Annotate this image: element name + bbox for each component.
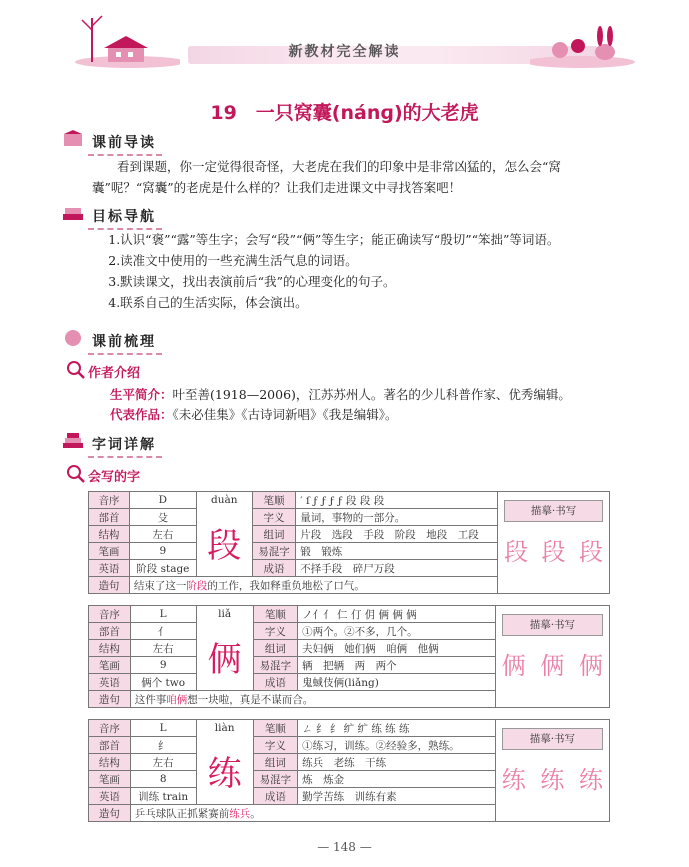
chars-0-char: 段 xyxy=(579,538,603,566)
hand-icon xyxy=(62,327,84,347)
section-review xyxy=(88,331,162,355)
labels-radical: 部首 xyxy=(89,737,131,754)
chars-0-structure: 左右 xyxy=(129,526,196,543)
labels-idiom: 成语 xyxy=(253,674,297,691)
chars-1-confuse: 辆 把辆 两 两个 xyxy=(298,657,496,674)
sections-words: 字词详解 xyxy=(88,434,162,458)
chars-2-strokes: 8 xyxy=(130,771,196,788)
author-works_label: 代表作品： xyxy=(110,407,173,422)
goal-item: 2.读准文中使用的一些充满生活气息的词语。 xyxy=(108,253,358,268)
trace-area xyxy=(498,492,610,594)
magnifier-icon xyxy=(66,464,86,484)
char-card xyxy=(88,605,610,708)
goal-item: 4.联系自己的生活实际，体会演出。 xyxy=(108,295,308,310)
goals-list xyxy=(92,229,612,313)
chars-1-char: 俩 xyxy=(579,652,603,680)
chars-0-meaning: 量词，事物的一部分。 xyxy=(296,509,498,526)
chars-1-structure: 左右 xyxy=(130,640,196,657)
chars-2-confuse: 炼 炼金 xyxy=(298,771,496,788)
labels-structure: 结构 xyxy=(89,526,130,543)
labels-idiom: 成语 xyxy=(252,560,296,577)
chars-2-char: 练 xyxy=(501,766,526,794)
chars-1-pinyin: liǎ xyxy=(196,606,253,623)
sections-goals: 目标导航 xyxy=(88,206,162,230)
chars-2-meaning: ①练习，训练。②经验多，熟练。 xyxy=(298,737,496,754)
labels-order: 笔顺 xyxy=(253,720,297,737)
author-bio: 叶至善(1918—2006)，江苏苏州人。著名的少儿科普作家、优秀编辑。 xyxy=(172,387,571,402)
example-sentence xyxy=(130,805,495,822)
trace-area xyxy=(495,720,609,822)
example-sentence xyxy=(129,577,497,594)
trace-area xyxy=(495,606,609,708)
chars-0-sentence_post: 的工作，我如释重负地松了口气。 xyxy=(207,579,365,592)
labels-strokes: 笔画 xyxy=(89,543,130,560)
labels-order: 笔顺 xyxy=(253,606,297,623)
chars-0-order: ′ ſ ϝ ϝ ϝ ϝ 段 段 段 xyxy=(296,492,498,509)
chars-2-letter: L xyxy=(130,720,196,737)
stacked-books-icon xyxy=(62,430,84,450)
labels-compound: 组词 xyxy=(253,640,297,657)
chars-2-idiom: 勤学苦练 训练有素 xyxy=(298,788,496,805)
section-words xyxy=(88,434,162,458)
section-preview xyxy=(88,132,162,156)
labels-sentence: 造句 xyxy=(89,691,131,708)
labels-order: 笔顺 xyxy=(252,492,296,509)
labels-radical: 部首 xyxy=(89,509,130,526)
chars-1-char: 俩 xyxy=(540,652,565,680)
labels-sentence: 造句 xyxy=(89,805,131,822)
chars-0-letter: D xyxy=(129,492,196,509)
labels-trace: 描摹·书写 xyxy=(502,728,603,750)
chars-1-english: 俩个 two xyxy=(130,674,196,691)
chars-1-idiom: 鬼蜮伎俩(liǎng) xyxy=(298,674,496,691)
chars-2-pinyin: liàn xyxy=(196,720,253,737)
books-icon xyxy=(62,202,84,222)
chars-2-sentence_hl: 练兵 xyxy=(229,807,251,820)
labels-meaning: 字义 xyxy=(253,737,297,754)
chars-0-char: 段 xyxy=(541,538,566,566)
labels-english: 英语 xyxy=(89,560,130,577)
author-works xyxy=(110,404,630,425)
chars-1-strokes: 9 xyxy=(130,657,196,674)
chars-1-letter: L xyxy=(130,606,196,623)
chars-2-structure: 左右 xyxy=(130,754,196,771)
labels-radical: 部首 xyxy=(89,623,131,640)
chars-2-char: 练 xyxy=(579,766,603,794)
chars-0-sentence_hl: 阶段 xyxy=(186,579,208,592)
labels-compound: 组词 xyxy=(253,754,297,771)
labels-confuse: 易混字 xyxy=(253,771,297,788)
sections-review: 课前梳理 xyxy=(88,331,162,355)
labels-compound: 组词 xyxy=(252,526,296,543)
chars-1-compound: 夫妇俩 她们俩 咱俩 他俩 xyxy=(298,640,496,657)
book-icon xyxy=(62,128,84,148)
chars-1-radical: 亻 xyxy=(130,623,196,640)
labels-pinyin: 音序 xyxy=(89,492,130,509)
goal-item: 1.认识“褒”“露”等生字；会写“段”“俩”等生字；能正确读写“殷切”“笨拙”等词语。 xyxy=(108,232,560,247)
chars-2-sentence_pre: 乒乓球队正抓紧赛前 xyxy=(134,807,230,820)
labels-sentence: 造句 xyxy=(89,577,130,594)
preview-text: 看到课题，你一定觉得很奇怪，大老虎在我们的印象中是非常凶猛的，怎么会“窝囊”呢？“窝囊”的老虎是什么样的？让我们走进课文中寻找答案吧！ xyxy=(92,159,561,195)
author-bio_label: 生平简介： xyxy=(110,387,173,402)
labels-structure: 结构 xyxy=(89,640,131,657)
labels-english: 英语 xyxy=(89,674,131,691)
goal-item: 3.默读课文，找出表演前后“我”的心理变化的句子。 xyxy=(108,274,396,289)
section-goals xyxy=(88,206,162,230)
chars-0-idiom: 不择手段 碎尸万段 xyxy=(296,560,498,577)
chars-1-meaning: ①两个。②不多，几个。 xyxy=(298,623,496,640)
chars-1-sentence_pre: 这件事 xyxy=(134,693,167,706)
labels-confuse: 易混字 xyxy=(252,543,296,560)
author-bio xyxy=(110,384,630,405)
chars-0-char: 段 xyxy=(504,538,529,566)
chars-2-radical: 纟 xyxy=(130,737,196,754)
write_heading: 会写的字 xyxy=(88,470,141,485)
labels-pinyin: 音序 xyxy=(89,606,131,623)
page-number: — 148 — xyxy=(317,840,372,854)
labels-meaning: 字义 xyxy=(252,509,296,526)
char-card xyxy=(88,491,610,594)
big-char: 练 xyxy=(196,737,253,805)
chars-2-sentence_post: 。 xyxy=(250,807,261,820)
chars-1-order: ノ亻亻 仁 仃 仴 俩 俩 俩 xyxy=(298,606,496,623)
lesson-title: 19 一只窝囊(nánɡ)的大老虎 xyxy=(210,102,479,124)
labels-structure: 结构 xyxy=(89,754,131,771)
labels-trace: 描摹·书写 xyxy=(504,500,603,522)
chars-2-compound: 练兵 老练 干练 xyxy=(298,754,496,771)
labels-idiom: 成语 xyxy=(253,788,297,805)
chars-2-order: ㄥ 纟 纟 纩 纩 练 练 练 xyxy=(298,720,496,737)
big-char: 俩 xyxy=(196,623,253,691)
chars-0-radical: 殳 xyxy=(129,509,196,526)
chars-0-strokes: 9 xyxy=(129,543,196,560)
chars-1-sentence_post: 想一块啦，真是不谋而合。 xyxy=(187,693,314,706)
magnifier-icon xyxy=(66,360,86,380)
char-card xyxy=(88,719,610,822)
chars-0-compound: 片段 选段 手段 阶段 地段 工段 xyxy=(296,526,498,543)
chars-1-sentence_hl: 咱俩 xyxy=(166,693,188,706)
labels-meaning: 字义 xyxy=(253,623,297,640)
sections-preview: 课前导读 xyxy=(88,132,162,156)
chars-2-english: 训练 train xyxy=(130,788,196,805)
example-sentence xyxy=(130,691,495,708)
author-heading xyxy=(88,362,140,381)
author-heading: 作者介绍 xyxy=(88,366,141,381)
big-char: 段 xyxy=(196,509,252,577)
write-heading xyxy=(88,466,140,485)
labels-trace: 描摹·书写 xyxy=(502,614,603,636)
author-works: 《未必佳集》《古诗词新唱》《我是编辑》。 xyxy=(172,407,398,422)
chars-0-sentence_pre: 结束了这一 xyxy=(133,579,187,592)
labels-strokes: 笔画 xyxy=(89,657,131,674)
chars-1-char: 俩 xyxy=(501,652,526,680)
chars-0-confuse: 锻 锻炼 xyxy=(296,543,498,560)
labels-confuse: 易混字 xyxy=(253,657,297,674)
labels-english: 英语 xyxy=(89,788,131,805)
header-title: 新教材完全解读 xyxy=(288,44,401,60)
chars-2-char: 练 xyxy=(540,766,565,794)
labels-pinyin: 音序 xyxy=(89,720,131,737)
chars-0-english: 阶段 stage xyxy=(129,560,196,577)
chars-0-pinyin: duàn xyxy=(196,492,252,509)
labels-strokes: 笔画 xyxy=(89,771,131,788)
